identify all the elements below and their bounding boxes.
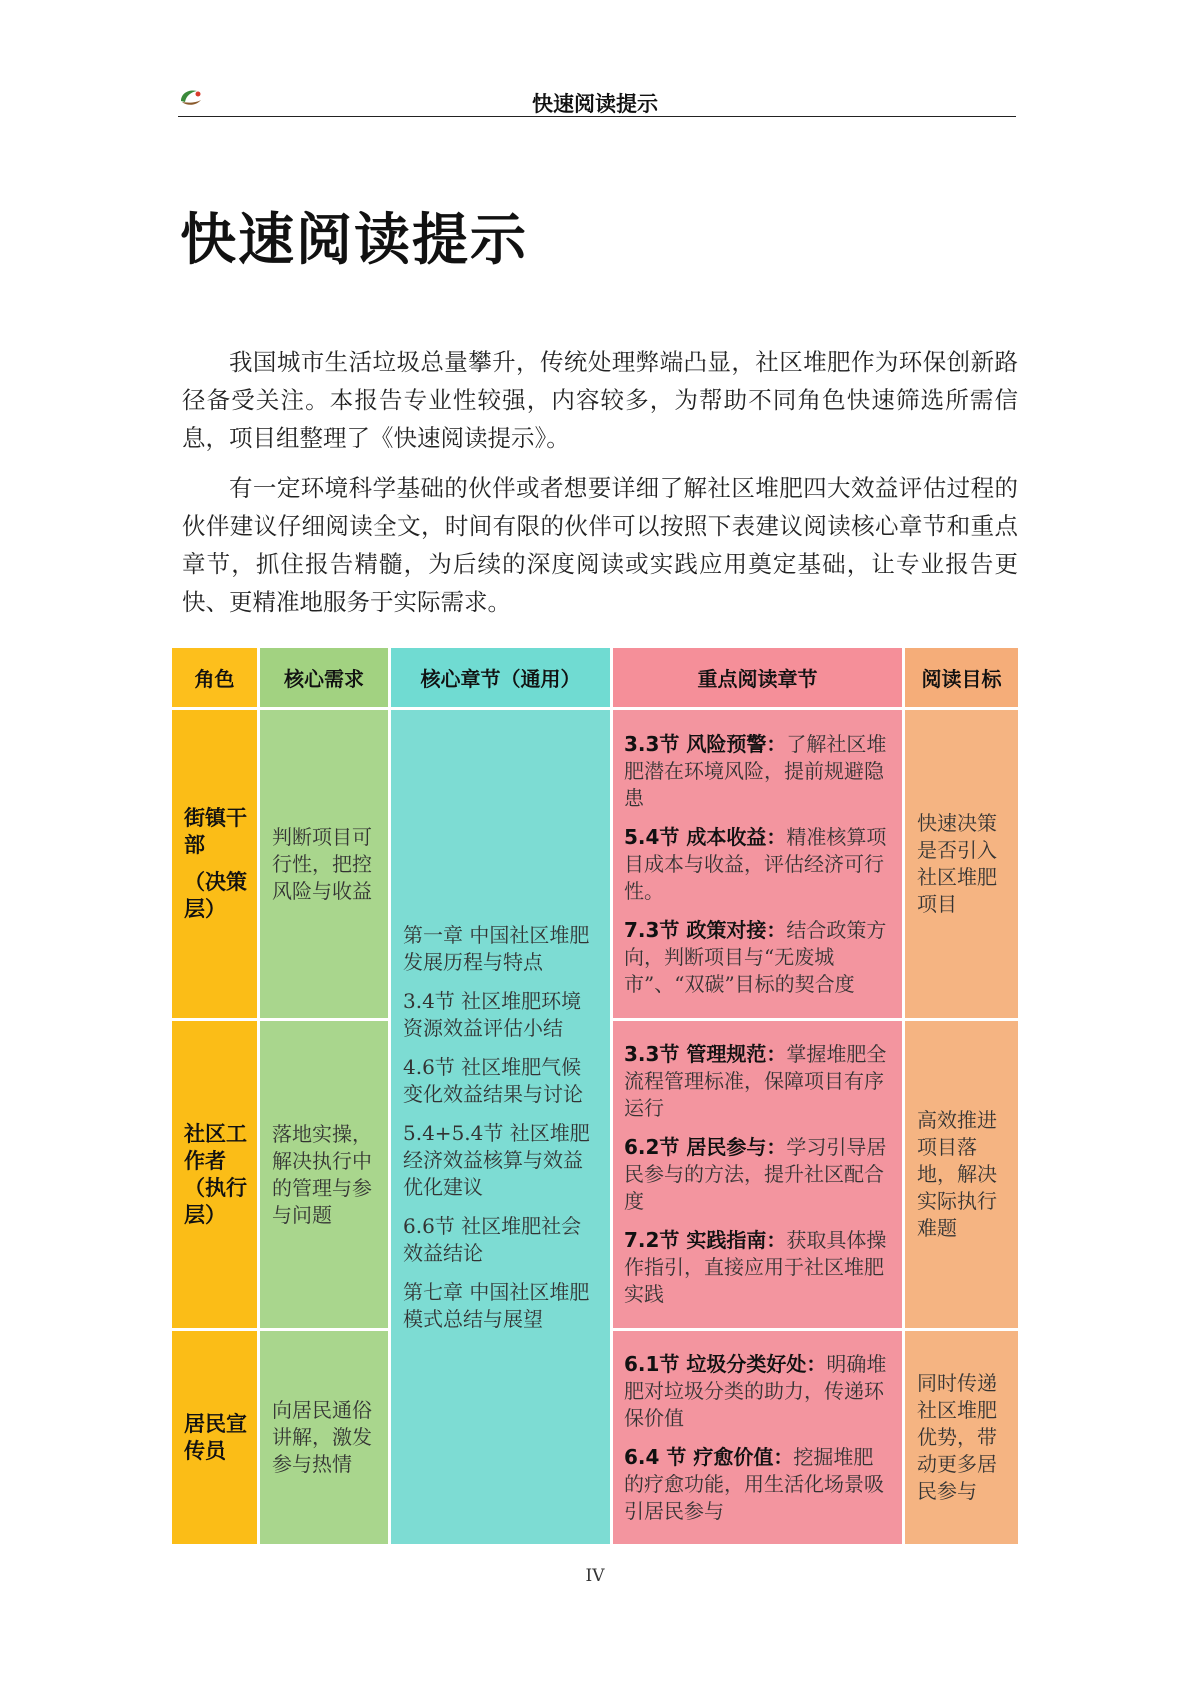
focus-item: 6.4 节 疗愈价值：挖掘堆肥的疗愈功能，用生活化场景吸引居民参与	[624, 1444, 884, 1523]
role-cell: 街镇干部 （决策层）	[172, 710, 257, 1018]
reading-goal-cell: 同时传递社区堆肥优势，带动更多居民参与	[905, 1331, 1018, 1544]
focus-item: 5.4节 成本收益：精准核算项目成本与收益，评估经济可行性。	[624, 824, 887, 903]
guide-paragraph: 有一定环境科学基础的伙伴或者想要详细了解社区堆肥四大效益评估过程的伙伴建议仔细阅读全文，时间有限的伙伴可以按照下表建议阅读核心章节和重点章节，抓住报告精髓，为后续的深度阅读或实践应用奠定基础，让专业报告更快、更精准地服务于实际需求。	[182, 474, 1018, 616]
core-chapter-item: 第一章 中国社区堆肥发展历程与特点	[403, 922, 590, 974]
focus-chapters-cell	[613, 1021, 902, 1328]
focus-item: 7.2节 实践指南：获取具体操作指引，直接应用于社区堆肥实践	[624, 1228, 887, 1306]
header-role: 角色	[172, 648, 257, 707]
core-need-cell: 判断项目可行性，把控风险与收益	[260, 710, 388, 1018]
focus-chapters-cell	[613, 710, 902, 1018]
core-need-cell: 落地实操，解决执行中的管理与参与问题	[260, 1021, 388, 1328]
core-need-cell: 向居民通俗讲解，激发参与热情	[260, 1331, 388, 1544]
focus-item: 6.1节 垃圾分类好处：明确堆肥对垃圾分类的助力，传递环保价值	[624, 1351, 887, 1430]
header-core-need: 核心需求	[260, 648, 388, 707]
header-focus-chapters: 重点阅读章节	[613, 648, 902, 707]
header-divider	[178, 116, 1016, 117]
focus-item: 3.3节 风险预警：了解社区堆肥潜在环境风险，提前规避隐患	[624, 731, 887, 810]
focus-item: 3.3节 管理规范：掌握堆肥全流程管理标准，保障项目有序运行	[624, 1042, 887, 1120]
focus-chapters-cell	[613, 1331, 902, 1544]
focus-item: 6.2节 居民参与：学习引导居民参与的方法，提升社区配合度	[624, 1135, 887, 1213]
header-reading-goal: 阅读目标	[905, 648, 1018, 707]
reading-goal-cell: 高效推进项目落地，解决实际执行难题	[905, 1021, 1018, 1328]
role-cell: 居民宣传员	[172, 1331, 257, 1544]
core-chapter-item: 3.4节 社区堆肥环境资源效益评估小结	[403, 988, 582, 1040]
header-title: 快速阅读提示	[532, 92, 658, 116]
reading-goal-cell: 快速决策是否引入社区堆肥项目	[905, 710, 1018, 1018]
header-core-chapters: 核心章节（通用）	[391, 648, 610, 707]
core-chapter-item: 第七章 中国社区堆肥模式总结与展望	[403, 1279, 590, 1331]
page-title: 快速阅读提示	[180, 208, 528, 273]
core-chapter-item: 6.6节 社区堆肥社会效益结论	[403, 1213, 582, 1265]
intro-paragraph: 我国城市生活垃圾总量攀升，传统处理弊端凸显，社区堆肥作为环保创新路径备受关注。本报告专业性较强，内容较多，为帮助不同角色快速筛选所需信息，项目组整理了《快速阅读提示》。	[182, 348, 1018, 452]
focus-item: 7.3节 政策对接：结合政策方向，判断项目与“无废城市”、“双碳”目标的契合度	[624, 917, 887, 996]
core-chapters-cell	[391, 710, 610, 1544]
page-number: IV	[585, 1566, 605, 1586]
role-cell: 社区工作者 （执行层）	[172, 1021, 257, 1328]
core-chapter-item: 5.4+5.4节 社区堆肥经济效益核算与效益优化建议	[403, 1120, 590, 1199]
core-chapter-item: 4.6节 社区堆肥气候变化效益结果与讨论	[403, 1054, 583, 1106]
